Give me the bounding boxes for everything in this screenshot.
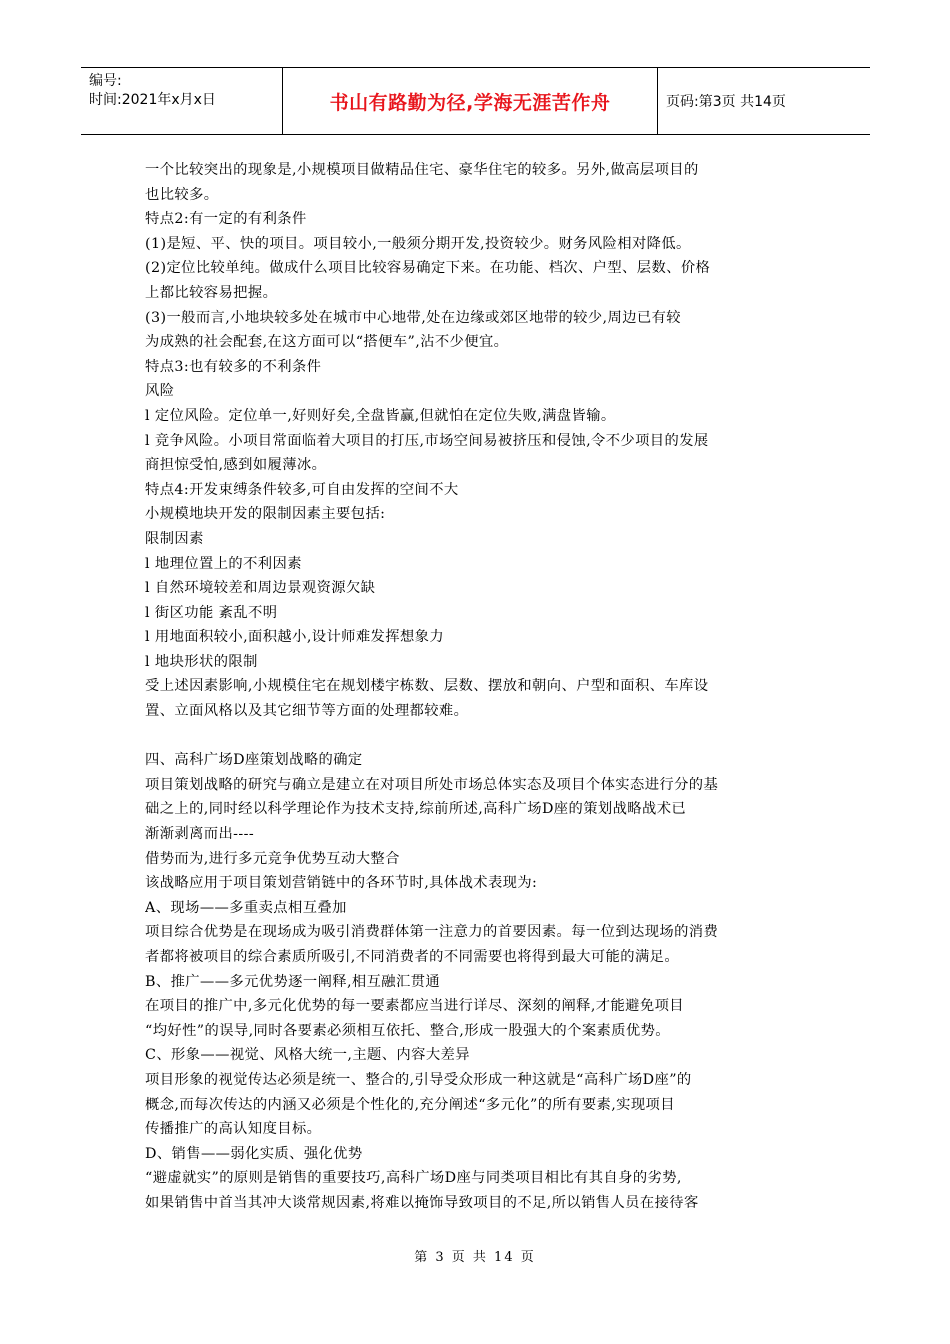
text-line: 商担惊受怕,感到如履薄冰。 [145,457,327,474]
text-line: 风险 [145,383,175,400]
text-line: 置、立面风格以及其它细节等方面的处理都较难。 [145,703,469,720]
text-line: 项目综合优势是在现场成为吸引消费群体第一注意力的首要因素。每一位到达现场的消费 [145,924,719,941]
text-line: 小规模地块开发的限制因素主要包括: [145,506,386,523]
text-line: (3)一般而言,小地块较多处在城市中心地带,处在边缘或郊区地带的较少,周边已有较 [145,309,681,326]
text-line: 限制因素 [145,530,204,547]
text-line: C、形象——视觉、风格大统一,主题、内容大差异 [145,1047,470,1064]
page-footer [0,1246,950,1265]
text-line: 者都将被项目的综合素质所吸引,不同消费者的不同需要也将得到最大可能的满足。 [145,949,680,965]
text-line: 特点2:有一定的有利条件 [145,211,307,228]
text-line: 上都比较容易把握。 [145,284,278,301]
text-line: 为成熟的社会配套,在这方面可以“搭便车”,沾不少便宜。 [145,334,509,351]
text-line [145,724,813,749]
text-line: 传播推广的高认知度目标。 [145,1121,322,1138]
text-line: 受上述因素影响,小规模住宅在规划楼宇栋数、层数、摆放和朝向、户型和面积、车库设 [145,678,709,695]
text-line: 特点4:开发束缚条件较多,可自由发挥的空间不大 [145,481,459,498]
document-header [81,67,870,135]
text-line: 渐渐剥离而出---- [145,826,255,843]
text-line: 在项目的推广中,多元化优势的每一要素都应当进行详尽、深刻的阐释,才能避免项目 [145,998,684,1015]
header-meta-cell [81,68,283,134]
text-line: 概念,而每次传达的内涵又必须是个性化的,充分阐述“多元化”的所有要素,实现项目 [145,1096,675,1113]
header-page-info: 页码:第3页 共14页 [666,94,786,110]
text-line: B、推广——多元优势逐一阐释,相互融汇贯通 [145,973,441,990]
text-line: 项目形象的视觉传达必须是统一、整合的,引导受众形成一种这就是“高科广场D座”的 [145,1071,692,1088]
text-line: l 定位风险。定位单一,好则好矣,全盘皆赢,但就怕在定位失败,满盘皆输。 [145,407,616,424]
text-line: D、销售——弱化实质、强化优势 [145,1145,363,1162]
text-line: 该战略应用于项目策划营销链中的各环节时,具体战术表现为: [145,875,538,892]
text-line: l 自然环境较差和周边景观资源欠缺 [145,580,376,597]
text-line: (2)定位比较单纯。做成什么项目比较容易确定下来。在功能、档次、户型、层数、价格 [145,260,711,277]
text-line: “均好性”的误导,同时各要素必须相互依托、整合,形成一股强大的个案素质优势。 [145,1022,670,1039]
text-line: 借势而为,进行多元竞争优势互动大整合 [145,850,400,867]
text-line: “避虚就实”的原则是销售的重要技巧,高科广场D座与同类项目相比有其自身的劣势, [145,1170,682,1187]
text-line: 项目策划战略的研究与确立是建立在对项目所处市场总体实态及项目个体实态进行分的基 [145,776,719,793]
document-body [145,158,813,1216]
text-line: l 竞争风险。小项目常面临着大项目的打压,市场空间易被挤压和侵蚀,令不少项目的发展 [145,432,709,449]
time-label: 时间:2021年x月x日 [89,92,216,108]
text-line: A、现场——多重卖点相互叠加 [145,899,347,916]
text-line: 一个比较突出的现象是,小规模项目做精品住宅、豪华住宅的较多。另外,做高层项目的 [145,162,699,178]
text-line: (1)是短、平、快的项目。项目较小,一般须分期开发,投资较少。财务风险相对降低。 [145,235,691,252]
text-line: l 地块形状的限制 [145,653,258,670]
text-line: l 地理位置上的不利因素 [145,555,302,572]
footer-page-number: 第 3 页 共 14 页 [414,1250,536,1265]
text-line: 如果销售中首当其冲大谈常规因素,将难以掩饰导致项目的不足,所以销售人员在接待客 [145,1194,699,1211]
text-line: l 街区功能 紊乱不明 [145,604,278,621]
header-page-cell [658,68,870,134]
header-motto-cell [283,68,658,134]
text-line: 础之上的,同时经以科学理论作为技术支持,综前所述,高科广场D座的策划战略战术已 [145,801,687,818]
text-line: 也比较多。 [145,186,219,203]
text-line: 特点3:也有较多的不利条件 [145,358,322,375]
number-label: 编号: [89,73,122,89]
motto-text: 书山有路勤为径,学海无涯苦作舟 [329,91,611,114]
text-line: l 用地面积较小,面积越小,设计师难发挥想象力 [145,629,445,646]
text-line: 四、高科广场D座策划战略的确定 [145,752,363,769]
